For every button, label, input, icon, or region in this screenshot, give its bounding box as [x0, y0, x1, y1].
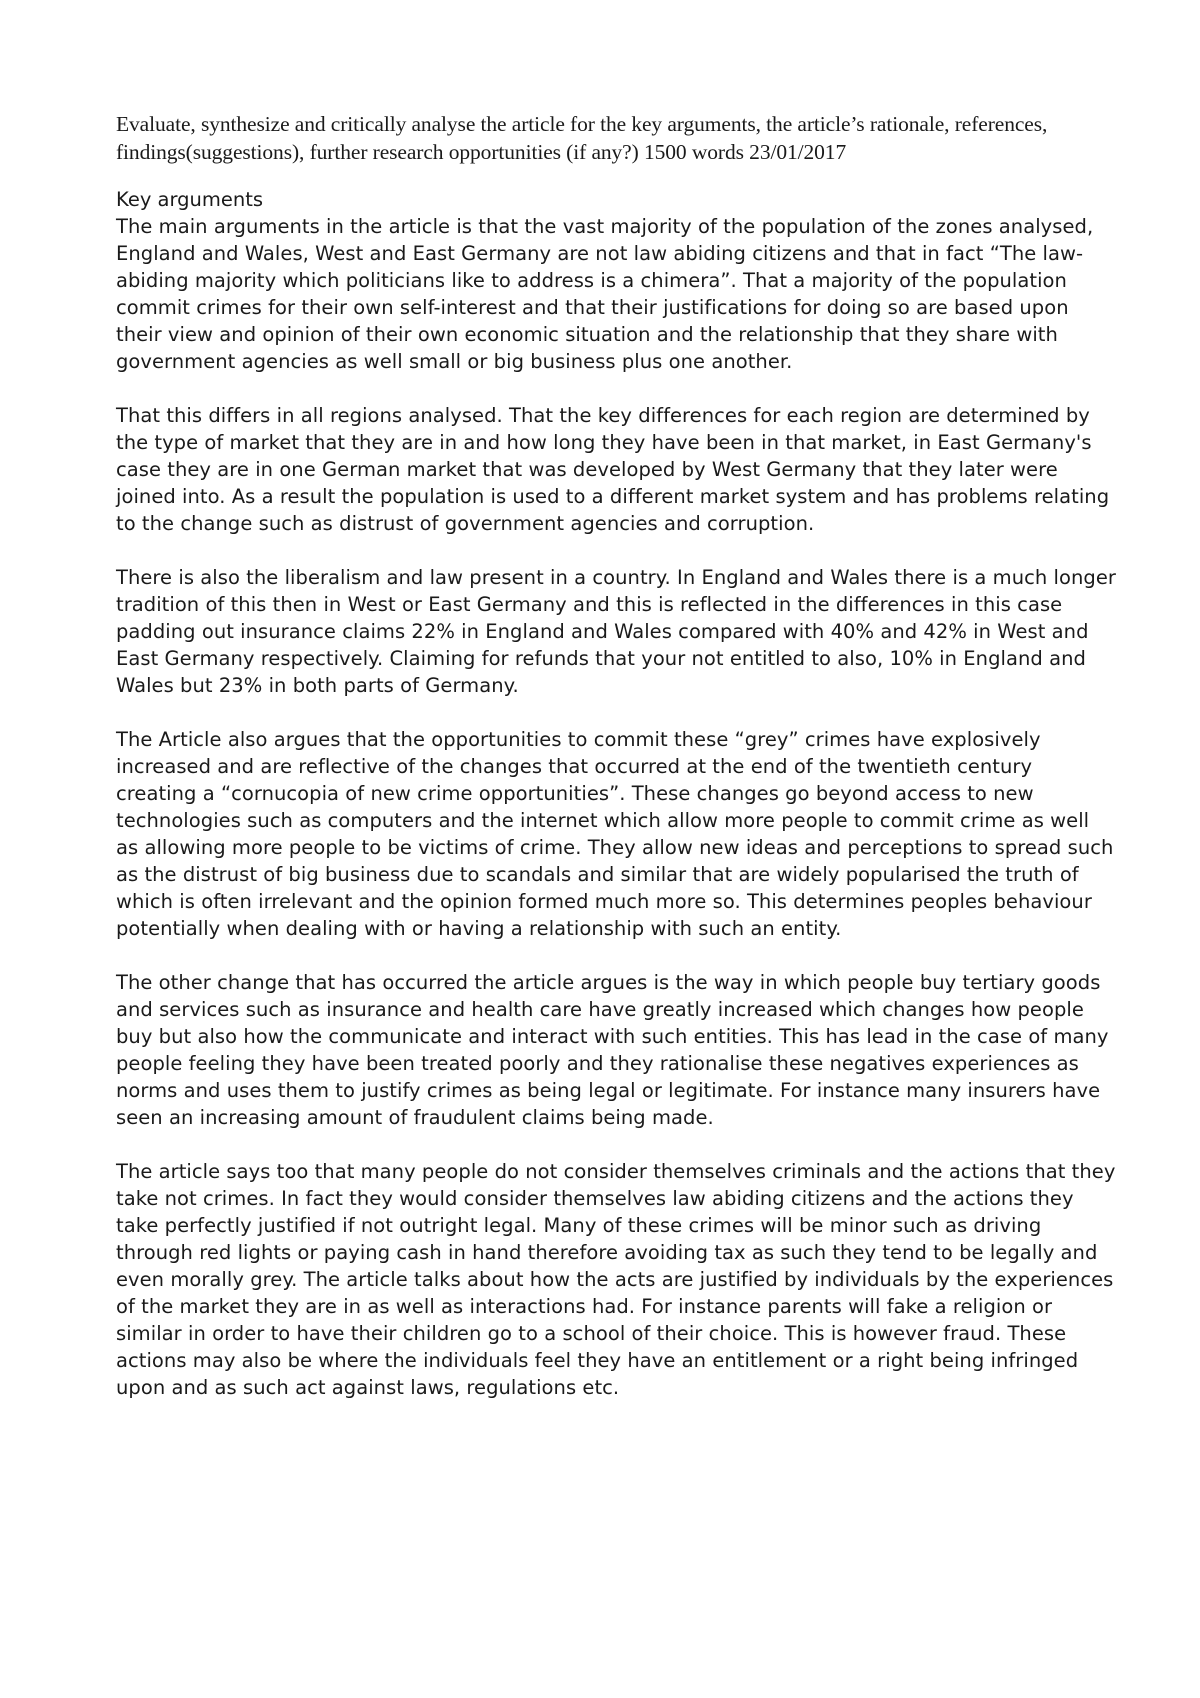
assignment-heading: Evaluate, synthesize and critically analyse the article for the key arguments, the article’s rationale, references, findings(suggestions), further research opportunities (if any?) 1500 words 23/01/2017	[116, 112, 1048, 164]
paragraph-self-perception: The article says too that many people do not consider themselves criminals and the actions that they take not crimes. In fact they would consider themselves law abiding citizens and the actions they take perfectly justified if not outright legal. Many of these crimes will be minor such as driving through red lights or paying cash in hand therefore avoiding tax as such they tend to be legally and even morally grey. The article talks about how the acts are justified by individuals by the experiences of the market they are in as well as interactions had. For instance parents will fake a religion or similar in order to have their children go to a school of their choice. This is however fraud. These actions may also be where the individuals feel they have an entitlement or a right being infringed upon and as such act against laws, regulations etc.	[116, 1160, 1116, 1399]
paragraph-crime-opportunities: The Article also argues that the opportunities to commit these “grey” crimes have explosively increased and are reflective of the changes that occurred at the end of the twentieth century creating a “cornucopia of new crime opportunities”. These changes go beyond access to new technologies such as computers and the internet which allow more people to commit crime as well as allowing more people to be victims of crime. They allow new ideas and perceptions to spread such as the distrust of big business due to scandals and similar that are widely popularised the truth of which is often irrelevant and the opinion formed much more so. This determines peoples behaviour potentially when dealing with or having a relationship with such an entity.	[116, 728, 1114, 940]
paragraph-liberalism-and-law: There is also the liberalism and law present in a country. In England and Wales there is a much longer tradition of this then in West or East Germany and this is reflected in the differences in this case padding out insurance claims 22% in England and Wales compared with 40% and 42% in West and East Germany respectively. Claiming for refunds that your not entitled to also, 10% in England and Wales but 23% in both parts of Germany.	[116, 566, 1116, 697]
document-content	[116, 110, 1116, 1428]
paragraph-main-arguments: The main arguments in the article is that the vast majority of the population of the zones analysed, England and Wales, West and East Germany are not law abiding citizens and that in fact “The law-abiding majority which politicians like to address is a chimera”. That a majority of the population commit crimes for their own self-interest and that their justifications for doing so are based upon their view and opinion of their own economic situation and the relationship that they share with government agencies as well small or big business plus one another.	[116, 215, 1094, 373]
paragraph-regional-differences: That this differs in all regions analysed. That the key differences for each region are determined by the type of market that they are in and how long they have been in that market, in East Germany's case they are in one German market that was developed by West Germany that they later were joined into. As a result the population is used to a different market system and has problems relating to the change such as distrust of government agencies and corruption.	[116, 404, 1110, 535]
section-title-key-arguments: Key arguments	[116, 188, 264, 211]
paragraph-tertiary-goods: The other change that has occurred the article argues is the way in which people buy tertiary goods and services such as insurance and health care have greatly increased which changes how people buy but also how the communicate and interact with such entities. This has lead in the case of many people feeling they have been treated poorly and they rationalise these negatives experiences as norms and uses them to justify crimes as being legal or legitimate. For instance many insurers have seen an increasing amount of fraudulent claims being made.	[116, 971, 1109, 1129]
